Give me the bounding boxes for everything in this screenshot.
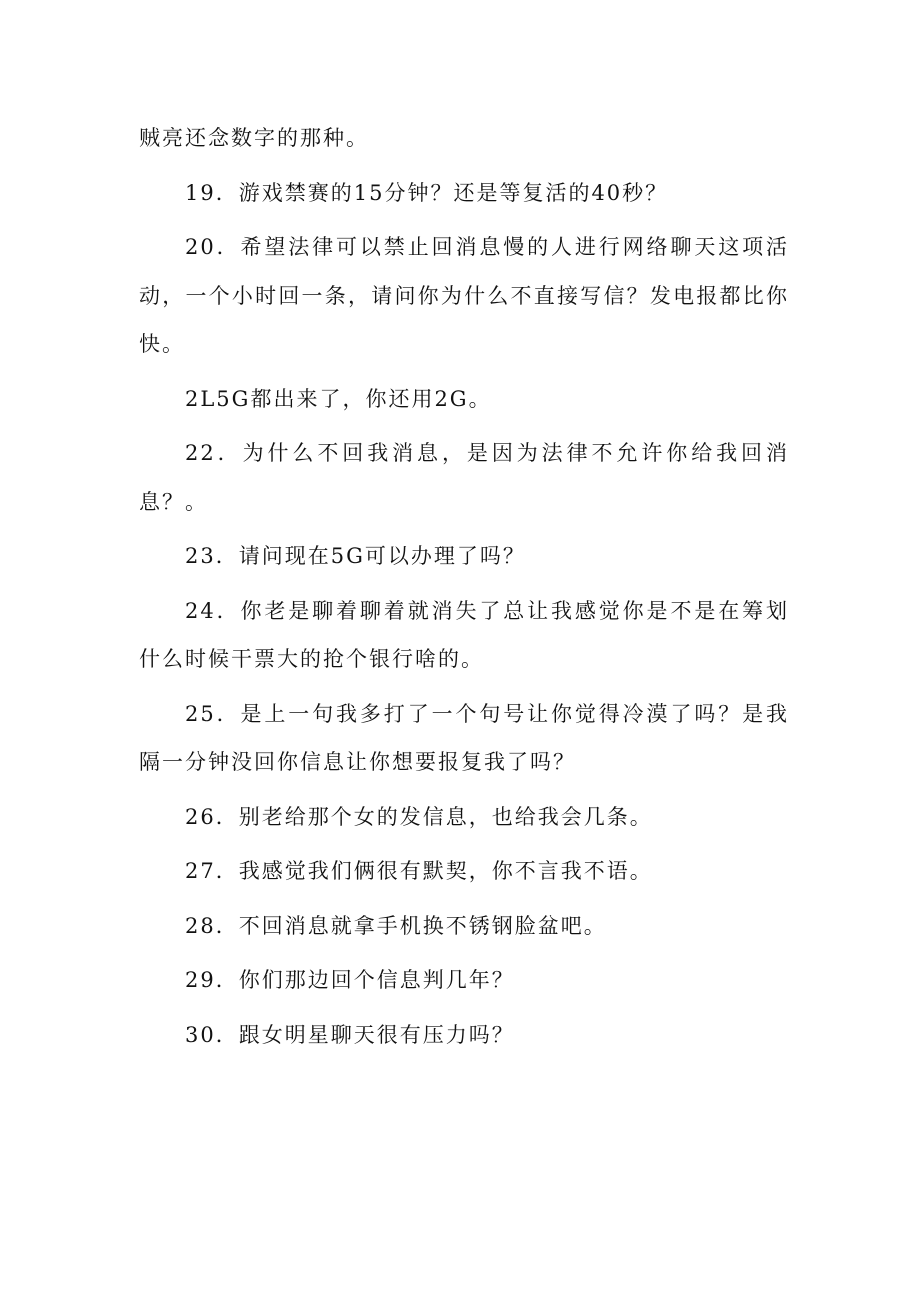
paragraph-item-30: 30．跟女明星聊天很有压力吗？ xyxy=(185,1022,515,1047)
document-body xyxy=(139,114,789,1065)
paragraph-continuation: 贼亮还念数字的那种。 xyxy=(139,126,369,150)
paragraph-item-28: 28．不回消息就拿手机换不锈钢脸盆吧。 xyxy=(185,913,607,938)
paragraph-item-20: 20．希望法律可以禁止回消息慢的人进行网络聊天这项活动，一个小时回一条，请问你为什么不直接写信？发电报都比你快。 xyxy=(139,235,789,356)
paragraph-item-23: 23．请问现在5G可以办理了吗？ xyxy=(185,544,526,568)
paragraph-item-26: 26．别老给那个女的发信息，也给我会几条。 xyxy=(185,804,653,829)
paragraph-item-25: 25．是上一句我多打了一个句号让你觉得冷漠了吗？是我隔一分钟没回你信息让你想要报复我了吗？ xyxy=(139,701,789,774)
paragraph-item-22: 22．为什么不回我消息，是因为法律不允许你给我回消息？。 xyxy=(139,441,789,514)
paragraph-item-19: 19．游戏禁赛的15分钟？还是等复活的40秒？ xyxy=(185,180,669,205)
paragraph-item-21: 2L5G都出来了，你还用2G。 xyxy=(185,386,492,411)
paragraph-item-27: 27．我感觉我们俩很有默契，你不言我不语。 xyxy=(185,859,653,883)
paragraph-item-29: 29．你们那边回个信息判几年？ xyxy=(185,968,515,992)
paragraph-item-24: 24．你老是聊着聊着就消失了总让我感觉你是不是在筹划什么时候干票大的抢个银行啥的。 xyxy=(139,598,789,671)
